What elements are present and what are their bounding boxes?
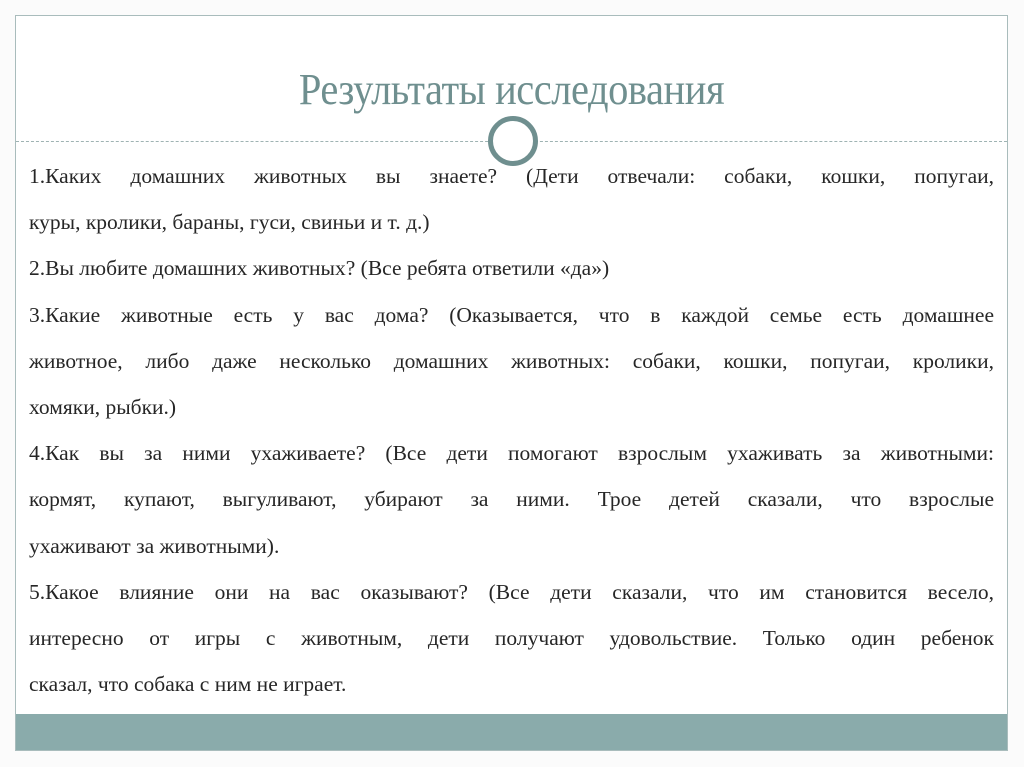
text-line: кормят, купают, выгуливают, убирают за ними. Трое детей сказали, что взрослые [29,487,994,512]
text-line: 5.Какое влияние они на вас оказывают? (Все дети сказали, что им становится весело, [29,579,994,604]
text-line: 1.Каких домашних животных вы знаете? (Дети отвечали: собаки, кошки, попугаи, [29,164,994,188]
text-line: интересно от игры с животным, дети получают удовольствие. Только один ребенок [29,625,994,650]
text-line: животное, либо даже несколько домашних животных: собаки, кошки, попугаи, кролики, [29,348,994,373]
text-line: куры, кролики, бараны, гуси, свиньи и т. д.) [29,210,430,235]
text-line: 2.Вы любите домашних животных? (Все ребята ответили «да») [29,256,610,281]
slide-body-text [29,153,994,707]
text-line: сказал, что собака с ним не играет. [29,672,347,697]
text-line: хомяки, рыбки.) [29,394,177,419]
footer-band [16,714,1007,750]
text-line: ухаживают за животными). [29,533,280,558]
text-line: 4.Как вы за ними ухаживаете? (Все дети помогают взрослым ухаживать за животными: [29,441,994,466]
text-line: 3.Какие животные есть у вас дома? (Оказывается, что в каждой семье есть домашнее [29,302,994,327]
slide [15,15,1008,751]
slide-title: Результаты исследования [298,65,725,114]
